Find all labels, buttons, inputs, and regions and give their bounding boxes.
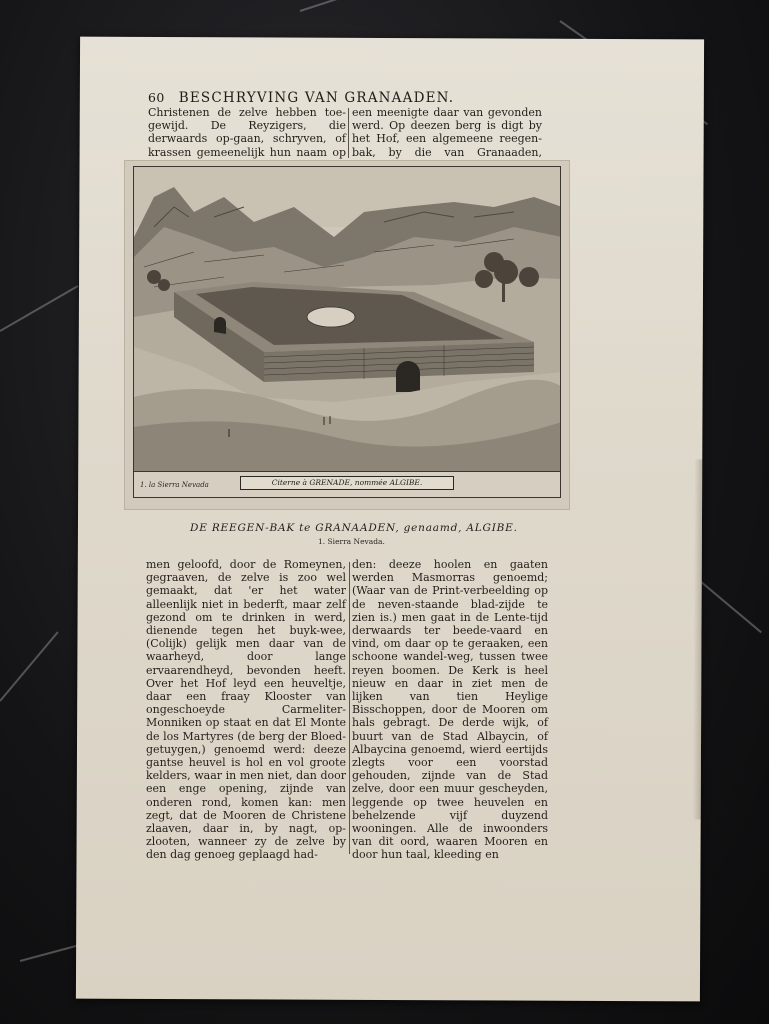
marble-vein — [300, 0, 491, 12]
page-number: 60 — [148, 90, 165, 105]
text-column-bottom-right — [352, 558, 548, 862]
plate-label: Citerne à GRENADE, nommée ALGIBE. — [240, 476, 454, 490]
paragraph: den: deeze hoolen en gaaten werden Masmorras genoemd; (Waar van de Print-verbeelding op de neven-staande blad-zijde te zien is.) men gaat in de Lente-tijd derwaards ter beede-vaard en vind, om daar op te geraaken, een schoone wandel-weg, tussen twee reyen boomen. De Kerk is heel nieuw en daar in ziet men de lijken van tien Heylige Bisschoppen, door de Mooren om hals gebragt. De derde wijk, of buurt van de Stad Albaycin, of Albaycina genoemd, wierd eertijds zlegts voor een voorstad gehouden, zijnde van de Stad zelve, door een muur gescheyden, leggende op twee heuvelen en behelzende vijf duyzend wooningen. Alle de inwoonders van dit oord, waaren Mooren en door hun taal, kleeding en — [352, 558, 548, 862]
marble-vein — [699, 580, 762, 633]
paragraph: Christenen de zelve hebben toe-gewijd. De Reyzigers, die derwaards op-gaan, schryven, of krassen gemeenelijk hun naam op — [148, 106, 346, 159]
plate-corner-note: 1. la Sierra Nevada — [140, 481, 209, 489]
page-title: BESCHRYVING VAN GRANAADEN. — [178, 90, 455, 106]
paragraph: men geloofd, door de Romeynen, gegraaven, de zelve is zoo wel gemaakt, dat 'er het water alleenlijk niet in bederft, maar zelf gezond om te drinken in werd, dienende tegen het buyk-wee, (Colijk) gelijk men daar van de waarheyd, door lange ervaarendheyd, bevonden heeft. Over het Hof leyd een heuveltje, daar een fraay Klooster van ongeschoeyde Carmeliter-Monniken op staat en dat El Monte de los Martyres (de berg der Bloed-getuygen,) genoemd werd: deeze gantse heuvel is hol en vol groote kelders, waar in men niet, dan door een enge opening, zijnde van onderen rond, komen kan: men zegt, dat de Mooren de Christene zlaaven, daar in, by nagt, op-zlooten, wanneer zy de zelve by den dag genoeg geplaagd had- — [146, 558, 346, 862]
plate-subcaption: 1. Sierra Nevada. — [318, 537, 385, 546]
text-column-bottom-left — [146, 558, 346, 862]
plate-caption: DE REEGEN-BAK te GRANAADEN, genaamd, ALGIBE. — [190, 522, 518, 534]
engraving-plate — [133, 166, 561, 472]
engraving-illustration — [134, 167, 561, 472]
column-divider — [349, 562, 350, 854]
marble-vein — [0, 285, 78, 332]
marble-vein — [0, 631, 59, 701]
page-header — [148, 90, 618, 106]
column-divider — [348, 108, 349, 158]
paragraph: een meenigte daar van gevonden werd. Op deezen berg is digt by het Hof, een algemeene reegen-bak, by die van Granaaden, — [352, 106, 542, 159]
